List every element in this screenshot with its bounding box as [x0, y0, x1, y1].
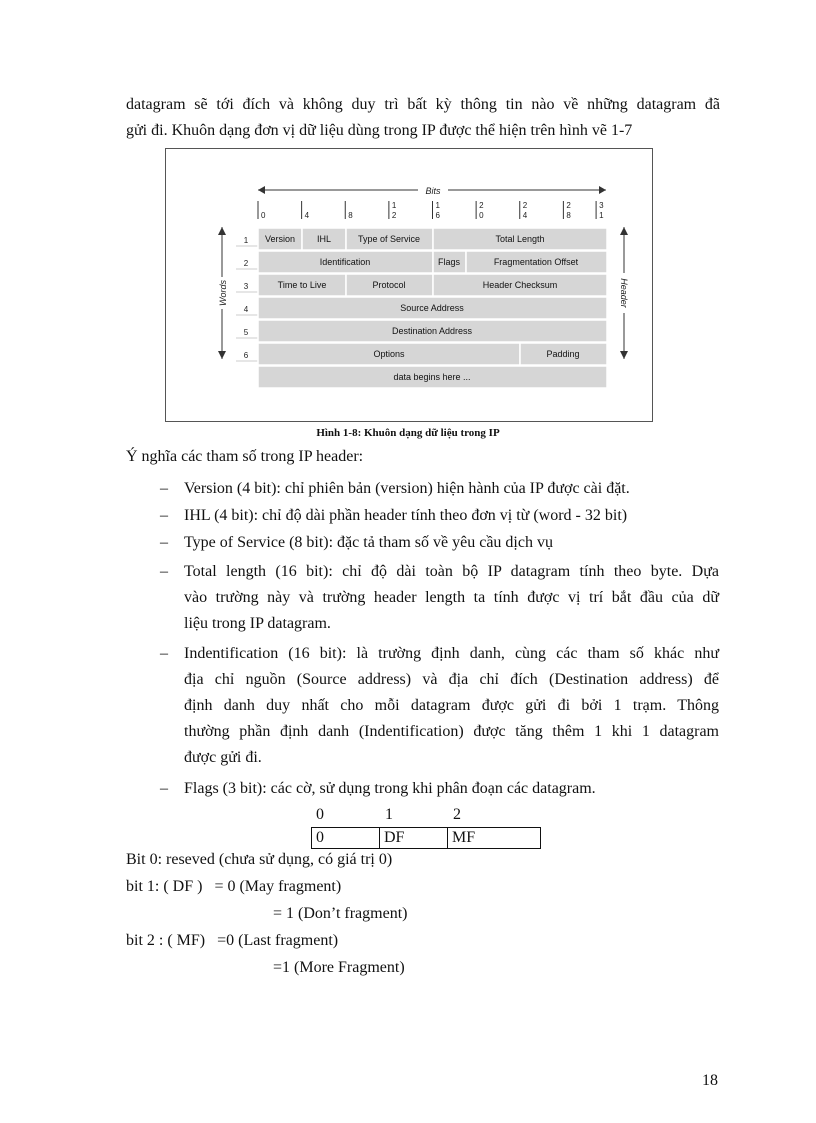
- field-identification-label: Identification: [319, 257, 371, 267]
- bullet-identification-text: [184, 641, 719, 771]
- flag-index-2: 2: [453, 806, 461, 823]
- row-numbers: [236, 236, 258, 361]
- bits-arrow-right-head: [599, 186, 606, 194]
- bit-tick-label: 1: [435, 201, 440, 210]
- flag-cell-df: DF: [380, 828, 448, 849]
- bullet-total-line-2: vào trường này và trường header length ta tính được vị trí bắt đầu của dữ: [184, 589, 719, 606]
- field-checksum-label: Header Checksum: [482, 280, 558, 290]
- bit-ticks: [258, 201, 604, 220]
- words-label: Words: [218, 279, 228, 307]
- flags-table-row: [312, 828, 541, 849]
- bullet-tos: [160, 530, 720, 556]
- field-options-label: Options: [373, 349, 405, 359]
- bullet-total-length-text: [184, 559, 719, 637]
- bullet-flags-text: Flags (3 bit): các cờ, sử dụng trong khi phân đoạn các datagram.: [184, 780, 596, 797]
- words-arrow-top-head: [218, 227, 226, 235]
- bit-tick-label: 4: [522, 211, 528, 220]
- field-tos-label: Type of Service: [357, 234, 421, 244]
- field-source-label: Source Address: [400, 303, 464, 313]
- row-number-label: 4: [243, 305, 249, 314]
- bullet-dash: –: [160, 645, 168, 662]
- field-ihl-label: IHL: [316, 234, 332, 244]
- bullet-dash: –: [160, 507, 168, 524]
- bullet-total-line-3: liệu trong IP datagram.: [184, 615, 331, 632]
- bullet-ident-line-5: được gửi đi.: [184, 749, 262, 766]
- bit-tick-label: 1: [391, 201, 397, 210]
- row-number-label: 1: [243, 236, 249, 245]
- bit2-desc: bit 2 : ( MF) =0 (Last fragment): [126, 932, 339, 949]
- bit-tick-label: 4: [304, 211, 310, 220]
- bit-tick-label: 2: [479, 201, 484, 210]
- row-number-label: 3: [243, 282, 249, 291]
- field-total-length-label: Total Length: [495, 234, 545, 244]
- section-heading: Ý nghĩa các tham số trong IP header:: [126, 448, 364, 465]
- bit-tick-label: 2: [391, 211, 397, 220]
- header-arrow-bottom-head: [620, 351, 628, 359]
- bullet-ident-line-2: địa chỉ nguồn (Source address) và địa chỉ đích (Destination address) để: [184, 671, 719, 688]
- bullet-identification: [160, 641, 720, 775]
- bullet-ident-line-4: thường phần định danh (Indentification) được tăng thêm 1 khi 1 datagram: [184, 723, 719, 740]
- bullet-total-length: [160, 559, 720, 639]
- bit-tick-label: 2: [522, 201, 528, 210]
- row-number-label: 5: [243, 328, 249, 337]
- bullet-ident-line-1: Indentification (16 bit): là trường định danh, cùng các tham số khác như: [184, 645, 719, 662]
- bit1-desc-2: = 1 (Don’t fragment): [273, 905, 408, 922]
- bit-tick-label: 8: [566, 211, 571, 220]
- words-arrow-bottom-head: [218, 351, 226, 359]
- intro-line-1: datagram sẽ tới đích và không duy trì bất kỳ thông tin nào về những datagram đã: [126, 96, 720, 113]
- bullet-version-text: Version (4 bit): chỉ phiên bản (version) hiện hành của IP được cài đặt.: [184, 480, 630, 497]
- bit-tick-label: 8: [348, 211, 353, 220]
- intro-line-2: gửi đi. Khuôn dạng đơn vị dữ liệu dùng trong IP được thể hiện trên hình vẽ 1-7: [126, 122, 633, 139]
- bit-tick-label: 0: [479, 211, 484, 220]
- ip-header-diagram: [166, 149, 652, 421]
- row-number-label: 2: [243, 259, 249, 268]
- bit-tick-label: 6: [435, 211, 440, 220]
- bullet-ihl: [160, 503, 720, 529]
- field-ttl-label: Time to Live: [277, 280, 327, 290]
- bit1-desc: bit 1: ( DF ) = 0 (May fragment): [126, 878, 342, 895]
- bullet-dash: –: [160, 480, 168, 497]
- bullet-dash: –: [160, 780, 168, 797]
- bit-tick-label: 3: [599, 201, 604, 210]
- bit0-desc: Bit 0: reseved (chưa sử dụng, có giá trị 0): [126, 851, 393, 868]
- bullet-tos-text: Type of Service (8 bit): đặc tả tham số về yêu cầu dịch vụ: [184, 534, 553, 551]
- bullet-version: [160, 476, 720, 502]
- flag-cell-0: 0: [312, 828, 380, 849]
- header-arrow-top-head: [620, 227, 628, 235]
- page-number: 18: [702, 1072, 718, 1089]
- bullet-flags: [160, 776, 720, 802]
- ip-header-figure: [165, 148, 653, 422]
- figure-caption: Hình 1-8: Khuôn dạng dữ liệu trong IP: [316, 427, 500, 439]
- bullet-dash: –: [160, 563, 168, 580]
- field-protocol-label: Protocol: [372, 280, 406, 290]
- bits-arrow-left-head: [258, 186, 265, 194]
- row-number-label: 6: [243, 351, 249, 360]
- flag-index-1: 1: [385, 806, 393, 823]
- bullet-total-line-1: Total length (16 bit): chỉ độ dài toàn bộ IP datagram tính theo byte. Dựa: [184, 563, 719, 580]
- bits-label: Bits: [425, 186, 441, 196]
- bullet-ident-line-3: định danh duy nhất cho mỗi datagram được gửi đi bởi 1 trạm. Thông: [184, 697, 719, 714]
- flag-cell-mf: MF: [448, 828, 541, 849]
- intro-paragraph: [126, 92, 720, 144]
- field-padding-label: Padding: [546, 349, 580, 359]
- field-frag-offset-label: Fragmentation Offset: [493, 257, 579, 267]
- field-flags-label: Flags: [437, 257, 461, 267]
- bullet-dash: –: [160, 534, 168, 551]
- bit-tick-label: 2: [566, 201, 571, 210]
- flag-index-0: 0: [316, 806, 324, 823]
- bit-tick-label: 1: [599, 211, 604, 220]
- field-destination-label: Destination Address: [391, 326, 473, 336]
- field-version-label: Version: [264, 234, 296, 244]
- field-data-label: data begins here ...: [393, 372, 471, 382]
- header-label: Header: [619, 278, 629, 308]
- bit-tick-label: 0: [261, 211, 266, 220]
- bit2-desc-2: =1 (More Fragment): [273, 959, 405, 976]
- bullet-ihl-text: IHL (4 bit): chỉ độ dài phần header tính theo đơn vị từ (word - 32 bit): [184, 507, 628, 524]
- flags-table: [311, 827, 541, 849]
